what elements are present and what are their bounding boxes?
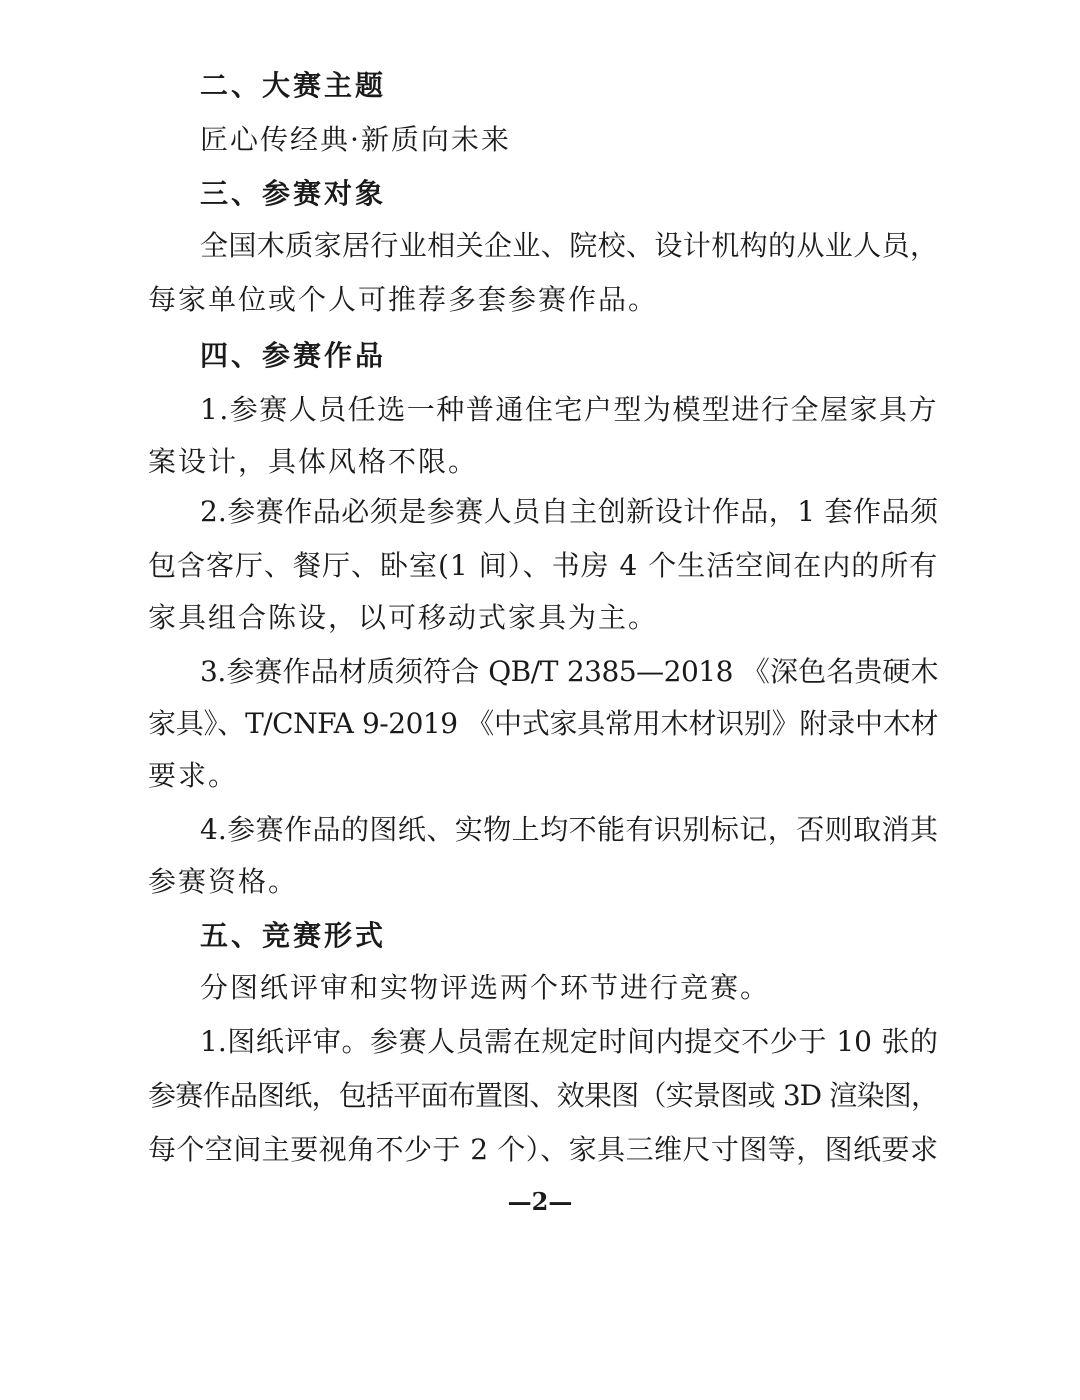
section-heading-entries: 四、参赛作品 — [200, 339, 387, 372]
paragraph-line: 家具》、T/CNFA 9-2019 《中式家具常用木材识别》附录中木材 — [148, 707, 938, 740]
paragraph-line: 每家单位或个人可推荐多套参赛作品。 — [148, 283, 659, 316]
paragraph-line: 家具组合陈设，以可移动式家具为主。 — [148, 601, 659, 634]
paragraph-line: 要求。 — [148, 759, 239, 792]
paragraph-line: 分图纸评审和实物评选两个环节进行竞赛。 — [200, 971, 771, 1004]
paragraph-line: 3.参赛作品材质须符合 QB/T 2385—2018 《深色名贵硬木 — [200, 655, 938, 688]
paragraph-line: 1.图纸评审。参赛人员需在规定时间内提交不少于 10 张的 — [200, 1025, 938, 1058]
section-heading-format: 五、竞赛形式 — [200, 919, 387, 952]
paragraph-line: 匠心传经典·新质向未来 — [200, 123, 511, 156]
section-heading-participants: 三、参赛对象 — [200, 177, 387, 210]
paragraph-line: 案设计，具体风格不限。 — [148, 445, 479, 478]
paragraph-line: 包含客厅、餐厅、卧室(1 间）、书房 4 个生活空间在内的所有 — [148, 549, 939, 582]
paragraph-line: 2.参赛作品必须是参赛人员自主创新设计作品，1 套作品须 — [200, 495, 938, 528]
page-number: —2— — [507, 1187, 573, 1216]
paragraph-line: 参赛作品图纸，包括平面布置图、效果图（实景图或 3D 渲染图， — [148, 1079, 938, 1112]
paragraph-line: 参赛资格。 — [148, 865, 299, 898]
paragraph-line: 4.参赛作品的图纸、实物上均不能有识别标记，否则取消其 — [200, 813, 938, 846]
section-heading-theme: 二、大赛主题 — [200, 69, 387, 102]
paragraph-line: 每个空间主要视角不少于 2 个）、家具三维尺寸图等，图纸要求 — [148, 1133, 938, 1166]
paragraph-line: 1.参赛人员任选一种普通住宅户型为模型进行全屋家具方 — [200, 393, 938, 426]
paragraph-line: 全国木质家居行业相关企业、院校、设计机构的从业人员， — [200, 229, 938, 262]
